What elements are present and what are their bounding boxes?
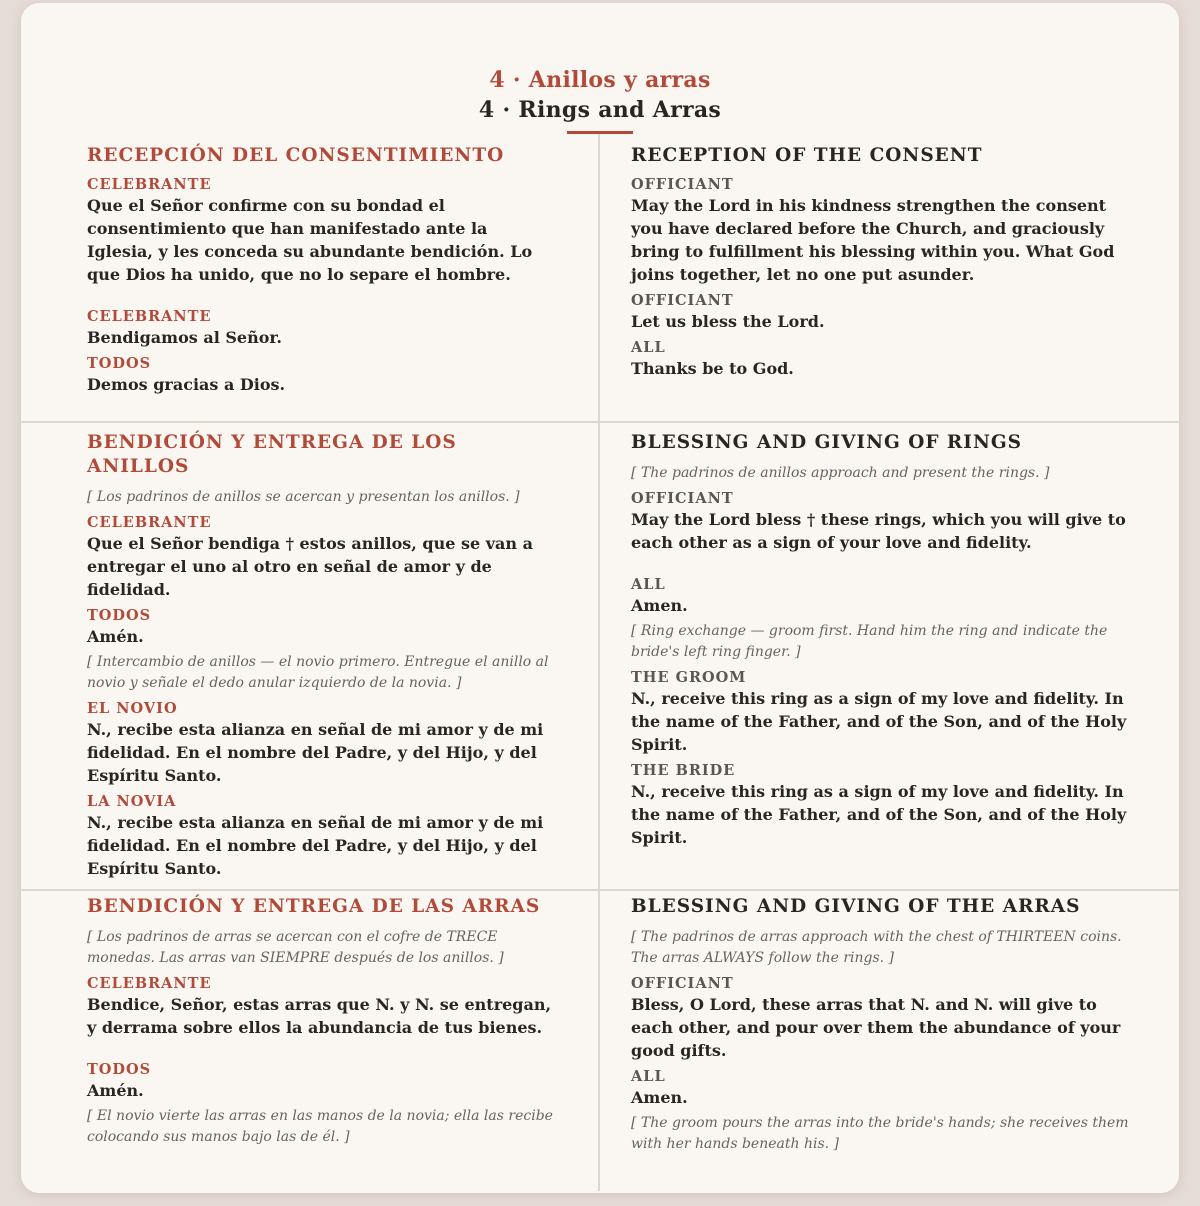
liturgy-card [21,3,1179,1193]
spoken-text: May the Lord bless † these rings, which you will give to each other as a sign of your love and fidelity. [631,510,1126,552]
speaker-label: ALL [631,576,666,593]
spoken-text: N., recibe esta alianza en señal de mi amor y de mi fidelidad. En el nombre del Padre, y del Hijo, y del Espíritu Santo. [87,813,544,878]
english-column [600,423,1179,889]
spoken-text: N., receive this ring as a sign of my love and fidelity. In the name of the Father, and of the Son, and of the Holy Spirit. [631,782,1127,847]
spoken-text: May the Lord in his kindness strengthen the consent you have declared before the Church, and graciously bring to fulfillment his blessing within you. What God joins together, let no one put asunder. [631,196,1115,284]
spoken-text: Amen. [631,596,688,615]
section-rings [21,421,1179,889]
page-header [21,3,1179,134]
speaker-label: CELEBRANTE [87,176,212,193]
rubric-note: [ El novio vierte las arras en las manos de la novia; ella las recibe colocando sus manos bajo las de él. ] [87,1108,553,1145]
section-title: BLESSING AND GIVING OF RINGS [631,432,1023,453]
spanish-column [21,423,600,889]
spoken-text: N., receive this ring as a sign of my love and fidelity. In the name of the Father, and of the Son, and of the Holy Spirit. [631,689,1127,754]
spanish-column [21,891,600,1191]
rubric-note: [ The groom pours the arras into the bride's hands; she receives them with her hands beneath his. ] [631,1115,1129,1152]
speaker-label: ALL [631,339,666,356]
rubric-note: [ Los padrinos de arras se acercan con el cofre de TRECE monedas. Las arras van SIEMPRE después de los anillos. ] [87,929,504,966]
section-title: RECEPCIÓN DEL CONSENTIMIENTO [87,145,505,166]
speaker-label: OFFICIANT [631,490,734,507]
spoken-text: Amen. [631,1088,688,1107]
spoken-text: Amén. [87,1081,144,1100]
rubric-note: [ Ring exchange — groom first. Hand him the ring and indicate the bride's left ring finger. ] [631,623,1108,660]
speaker-label: TODOS [87,355,152,372]
english-column [600,891,1179,1191]
spoken-text: Que el Señor confirme con su bondad el consentimiento que han manifestado ante la Iglesia, y les conceda su abundante bendición. Lo que Dios ha unido, que no lo separe el hombre. [87,196,533,284]
speaker-label: EL NOVIO [87,700,178,717]
speaker-label: LA NOVIA [87,793,177,810]
english-column [600,134,1179,421]
page-title-spanish: 4 · Anillos y arras [489,67,711,93]
speaker-label: TODOS [87,1061,152,1078]
rubric-note: [ The padrinos de anillos approach and present the rings. ] [631,465,1050,481]
speaker-label: CELEBRANTE [87,975,212,992]
speaker-label: ALL [631,1068,666,1085]
section-title: BENDICIÓN Y ENTREGA DE LAS ARRAS [87,896,541,917]
rubric-note: [ Intercambio de anillos — el novio primero. Entregue el anillo al novio y señale el dedo anular izquierdo de la novia. ] [87,654,549,691]
section-title: RECEPTION OF THE CONSENT [631,145,983,166]
rubric-note: [ Los padrinos de anillos se acercan y presentan los anillos. ] [87,489,520,505]
spoken-text: Amén. [87,627,144,646]
rubric-note: [ The padrinos de arras approach with the chest of THIRTEEN coins. The arras ALWAYS follow the rings. ] [631,929,1122,966]
section-arras [21,889,1179,1191]
page-title-english: 4 · Rings and Arras [478,97,722,123]
speaker-label: OFFICIANT [631,176,734,193]
spanish-column [21,134,600,421]
spoken-text: Bless, O Lord, these arras that N. and N. will give to each other, and pour over them the abundance of your good gifts. [631,995,1121,1060]
section-consent [21,134,1179,421]
section-title: BLESSING AND GIVING OF THE ARRAS [631,896,1081,917]
speaker-label: CELEBRANTE [87,308,212,325]
speaker-label: CELEBRANTE [87,514,212,531]
spoken-text: Demos gracias a Dios. [87,375,286,394]
speaker-label: OFFICIANT [631,292,734,309]
speaker-label: THE GROOM [631,669,747,686]
speaker-label: TODOS [87,607,152,624]
speaker-label: THE BRIDE [631,762,736,779]
spoken-text: Bendigamos al Señor. [87,328,282,347]
spoken-text: Bendice, Señor, estas arras que N. y N. se entregan, y derrama sobre ellos la abundancia de tus bienes. [87,995,552,1037]
spoken-text: N., recibe esta alianza en señal de mi amor y de mi fidelidad. En el nombre del Padre, y del Hijo, y del Espíritu Santo. [87,720,544,785]
spoken-text: Thanks be to God. [631,359,794,378]
speaker-label: OFFICIANT [631,975,734,992]
section-title: BENDICIÓN Y ENTREGA DE LOS ANILLOS [87,432,457,477]
spoken-text: Let us bless the Lord. [631,312,825,331]
spoken-text: Que el Señor bendiga † estos anillos, que se van a entregar el uno al otro en señal de amor y de fidelidad. [87,534,533,599]
